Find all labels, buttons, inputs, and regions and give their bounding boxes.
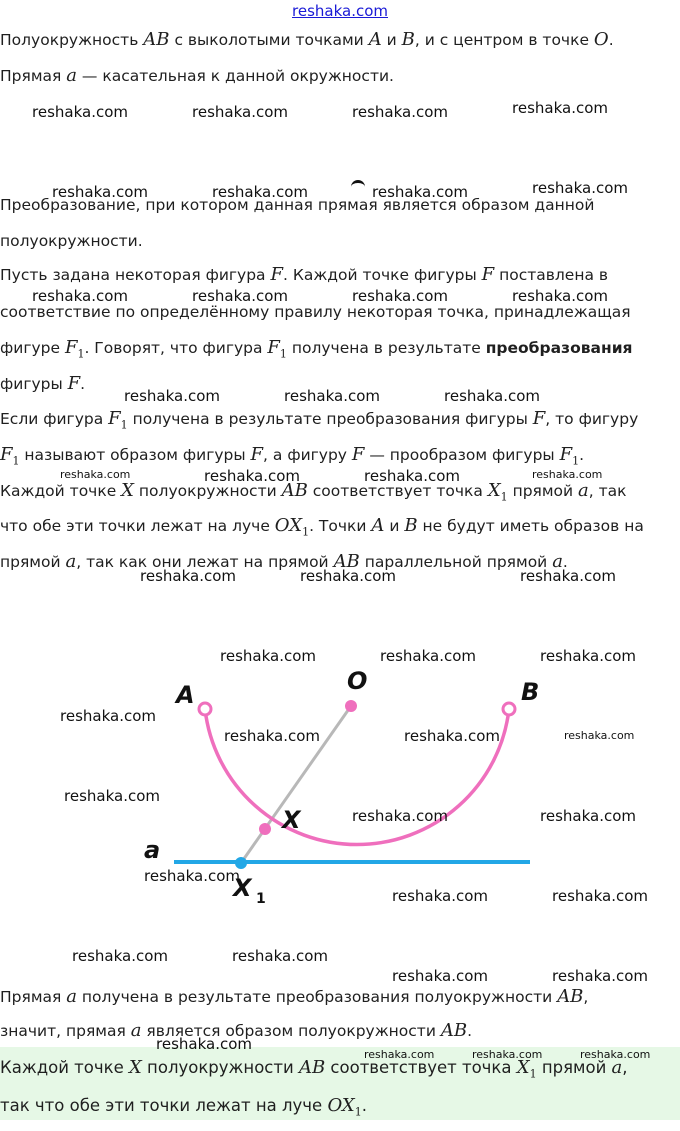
watermark: reshaka.com <box>52 183 148 201</box>
watermark: reshaka.com <box>232 947 328 965</box>
text: фигуры <box>0 375 68 393</box>
text: является образом полуокружности <box>141 1022 441 1040</box>
text: получена в результате преобразования полуокружности <box>77 988 558 1006</box>
math-B: B <box>404 515 418 536</box>
text: . <box>467 1022 473 1040</box>
watermark: reshaka.com <box>32 103 128 121</box>
watermark: reshaka.com <box>532 468 603 481</box>
text: Полуокружность <box>0 31 144 49</box>
math-OX: OX <box>327 1095 355 1116</box>
watermark: reshaka.com <box>192 287 288 305</box>
point-X <box>259 823 271 835</box>
text: , и с центром в точке <box>414 31 594 49</box>
site-link[interactable]: reshaka.com <box>292 2 388 20</box>
text: получена в результате <box>286 339 486 357</box>
label-X1: X <box>233 874 252 902</box>
label-a: a <box>144 836 161 864</box>
text: соответствие по определённому правилу некоторая точка, принадлежащая <box>0 303 631 321</box>
subscript: 1 <box>572 454 580 468</box>
subscript: 1 <box>302 525 310 539</box>
text: . Точки <box>309 517 372 535</box>
text: , так как они лежат на прямой <box>76 553 334 571</box>
math-F: F <box>481 264 495 285</box>
watermark: reshaka.com <box>392 887 488 905</box>
watermark: reshaka.com <box>144 867 240 885</box>
text: и <box>384 517 405 535</box>
text: называют образом фигуры <box>19 446 251 464</box>
label-X1-subscript: 1 <box>256 891 266 907</box>
math-a: a <box>611 1057 623 1078</box>
math-B: B <box>401 29 415 50</box>
label-B: B <box>521 678 540 706</box>
watermark: reshaka.com <box>512 99 608 117</box>
watermark: reshaka.com <box>472 1048 543 1061</box>
watermark: reshaka.com <box>300 567 396 585</box>
math-X: X <box>128 1057 142 1078</box>
text: Преобразование, при котором данная прямая является образом данной <box>0 196 595 214</box>
text: прямой <box>0 553 66 571</box>
math-a: a <box>578 480 589 501</box>
text: соответствует точка <box>307 482 488 500</box>
math-A: A <box>371 515 385 536</box>
text: , а фигуру <box>263 446 352 464</box>
watermark: reshaka.com <box>444 387 540 405</box>
text: — касательная к данной окружности. <box>77 67 394 85</box>
subscript: 1 <box>354 1105 362 1119</box>
math-F: F <box>351 444 365 465</box>
text: — прообразом фигуры <box>364 446 560 464</box>
text: , так <box>588 482 627 500</box>
point-A <box>199 703 211 715</box>
watermark: reshaka.com <box>520 567 616 585</box>
text: . <box>608 31 614 49</box>
subscript: 1 <box>279 347 287 361</box>
watermark: reshaka.com <box>552 887 648 905</box>
math-X: X <box>121 480 134 501</box>
watermark: reshaka.com <box>156 1035 252 1053</box>
subscript: 1 <box>120 418 128 432</box>
text: с выколотыми точками <box>169 31 369 49</box>
watermark: reshaka.com <box>564 729 635 742</box>
subscript: 1 <box>12 454 20 468</box>
watermark: reshaka.com <box>192 103 288 121</box>
bold-term: преобразования <box>485 339 633 357</box>
watermark: reshaka.com <box>392 967 488 985</box>
watermark: reshaka.com <box>532 179 628 197</box>
math-F: F <box>559 444 573 465</box>
math-F: F <box>108 408 121 429</box>
math-a: a <box>65 551 77 572</box>
math-OX: OX <box>274 515 303 536</box>
answer-line2 <box>0 1088 367 1131</box>
math-a: a <box>66 986 77 1007</box>
math-A: A <box>368 29 382 50</box>
watermark: reshaka.com <box>124 387 220 405</box>
text: значит, прямая <box>0 1022 131 1040</box>
math-a: a <box>552 551 563 572</box>
watermark: reshaka.com <box>404 727 500 745</box>
watermark: reshaka.com <box>140 567 236 585</box>
paragraph-conclusion-line1 <box>0 979 588 1015</box>
math-AB: AB <box>333 551 360 572</box>
math-F: F <box>270 264 283 285</box>
text: не будут иметь образов на <box>417 517 644 535</box>
math-F: F <box>64 337 78 358</box>
text: . <box>579 446 585 464</box>
text: Пусть задана некоторая фигура <box>0 266 271 284</box>
point-B <box>503 703 515 715</box>
text: полуокружности <box>141 1058 299 1077</box>
math-AB: AB <box>143 29 170 50</box>
text: что обе эти точки лежат на луче <box>0 517 275 535</box>
text: Каждой точке <box>0 482 122 500</box>
math-a: a <box>66 65 77 86</box>
text: фигуре <box>0 339 65 357</box>
math-F: F <box>250 444 264 465</box>
math-F: F <box>67 373 81 394</box>
text: Прямая <box>0 988 67 1006</box>
watermark: reshaka.com <box>224 727 320 745</box>
text: соответствует точка <box>325 1058 517 1077</box>
subscript: 1 <box>529 1067 537 1081</box>
watermark: reshaka.com <box>372 183 468 201</box>
text: полуокружности. <box>0 232 143 250</box>
text: . Каждой точке фигуры <box>282 266 482 284</box>
text: и <box>381 31 402 49</box>
watermark: reshaka.com <box>60 468 131 481</box>
watermark: reshaka.com <box>212 183 308 201</box>
text: . <box>562 553 568 571</box>
math-AB: AB <box>440 1020 468 1041</box>
text: полуокружности <box>134 482 282 500</box>
math-OX1 <box>327 1095 362 1119</box>
text: . Говорят, что фигура <box>84 339 268 357</box>
math-X: X <box>487 480 501 501</box>
watermark: reshaka.com <box>512 287 608 305</box>
watermark: reshaka.com <box>32 287 128 305</box>
text: Каждой точке <box>0 1058 129 1077</box>
math-F: F <box>0 444 13 465</box>
label-A: A <box>176 681 195 709</box>
text: так что обе эти точки лежат на луче <box>0 1096 328 1115</box>
label-O: O <box>347 667 368 695</box>
watermark: reshaka.com <box>60 707 156 725</box>
text: , <box>583 988 589 1006</box>
math-AB: AB <box>281 480 308 501</box>
watermark: reshaka.com <box>220 647 316 665</box>
math-X: X <box>516 1057 530 1078</box>
text: параллельной прямой <box>359 553 553 571</box>
label-X: X <box>282 806 301 834</box>
text: получена в результате преобразования фигуры <box>127 410 533 428</box>
text: . <box>80 375 86 393</box>
math-AB: AB <box>557 986 584 1007</box>
math-a: a <box>130 1020 142 1041</box>
watermark: reshaka.com <box>204 467 300 485</box>
text: поставлена в <box>494 266 609 284</box>
watermark: reshaka.com <box>352 287 448 305</box>
watermark: reshaka.com <box>364 467 460 485</box>
text: Если фигура <box>0 410 109 428</box>
watermark: reshaka.com <box>64 787 160 805</box>
watermark: reshaka.com <box>580 1048 651 1061</box>
subscript: 1 <box>500 490 508 504</box>
watermark: reshaka.com <box>540 807 636 825</box>
text: прямой <box>536 1058 612 1077</box>
math-F: F <box>267 337 280 358</box>
math-AB: AB <box>298 1057 326 1078</box>
text: . <box>361 1096 367 1115</box>
text: , <box>622 1058 628 1077</box>
watermark: reshaka.com <box>72 947 168 965</box>
math-O: O <box>593 29 609 50</box>
text: Прямая <box>0 67 67 85</box>
watermark: reshaka.com <box>380 647 476 665</box>
text: , то фигуру <box>545 410 639 428</box>
watermark: reshaka.com <box>552 967 648 985</box>
watermark: reshaka.com <box>284 387 380 405</box>
text: прямой <box>507 482 579 500</box>
point-O <box>345 700 357 712</box>
math-F: F <box>532 408 546 429</box>
watermark: reshaka.com <box>364 1048 435 1061</box>
watermark: reshaka.com <box>352 103 448 121</box>
subscript: 1 <box>77 347 85 361</box>
watermark: reshaka.com <box>540 647 636 665</box>
watermark: reshaka.com <box>352 807 448 825</box>
